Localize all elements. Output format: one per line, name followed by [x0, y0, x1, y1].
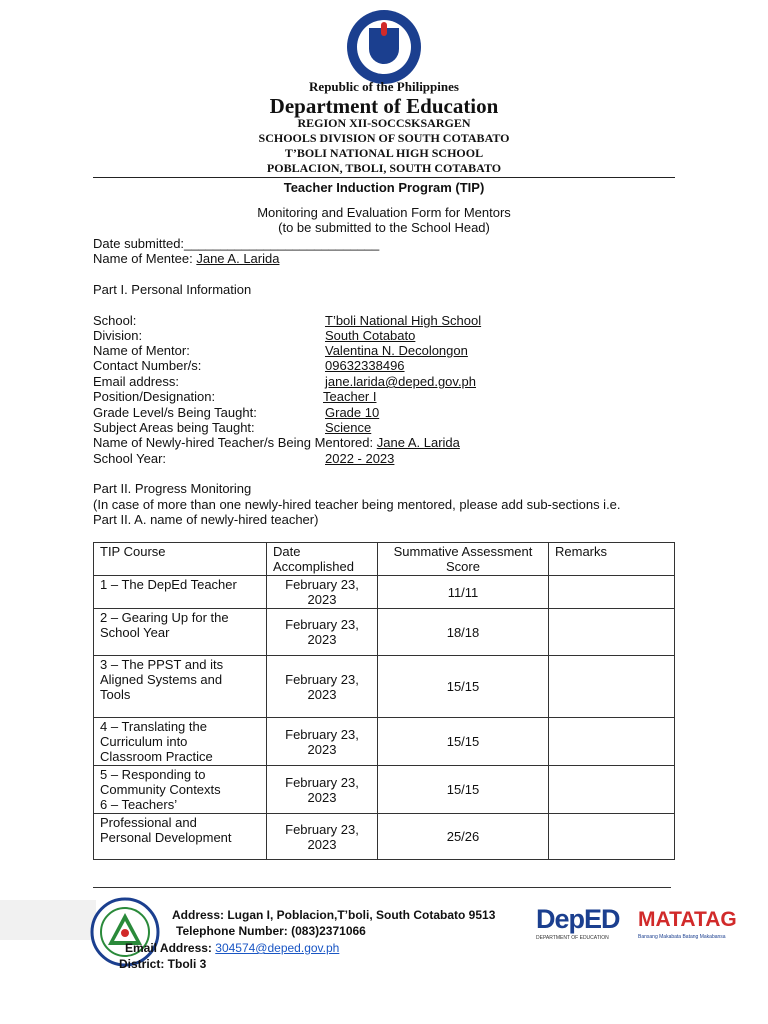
date-cell — [267, 766, 378, 814]
course-line: Aligned Systems and — [100, 672, 223, 687]
course-line: 4 – Translating the — [100, 719, 207, 734]
score-cell: 25/26 — [378, 814, 549, 860]
footer-email-row — [125, 941, 339, 955]
score-cell: 11/11 — [378, 576, 549, 609]
date-line: 2023 — [307, 741, 337, 757]
field-value: Teacher I — [323, 389, 377, 404]
header-course: TIP Course — [94, 543, 267, 576]
score-cell: 15/15 — [378, 656, 549, 718]
deped-wordmark-logo — [536, 904, 626, 941]
table-row — [94, 609, 675, 656]
footer-district: District: Tboli 3 — [119, 957, 207, 971]
footer-email-link[interactable]: 304574@deped.gov.ph — [215, 941, 340, 955]
table-row — [94, 656, 675, 718]
footer-telephone: Telephone Number: (083)2371066 — [176, 924, 366, 938]
header-date-line2: Accomplished — [273, 559, 354, 574]
course-line: Professional and — [100, 815, 197, 830]
date-cell — [267, 718, 378, 766]
date-line: 2023 — [307, 632, 337, 647]
field-label: Division: — [93, 328, 143, 343]
mentored-row — [93, 435, 460, 450]
part2-title: Part II. Progress Monitoring — [93, 481, 252, 496]
course-cell — [94, 814, 267, 860]
course-cell — [94, 576, 267, 609]
field-label: Name of Mentor: — [93, 343, 190, 358]
course-line: Curriculum into — [100, 734, 188, 749]
matatag-logo — [638, 908, 750, 940]
part2-note-line2: Part II. A. name of newly-hired teacher) — [93, 512, 319, 527]
field-label: Position/Designation: — [93, 389, 216, 404]
course-line: Tools — [100, 687, 131, 702]
table-header-row — [94, 543, 675, 576]
date-line: 2023 — [307, 686, 337, 702]
field-label: School: — [93, 313, 137, 328]
date-submitted-blank: ___________________________ — [184, 236, 380, 251]
part2-note-line1: (In case of more than one newly-hired teacher being mentored, please add sub-sections i.e. — [93, 497, 621, 512]
header-remarks: Remarks — [549, 543, 675, 576]
date-cell — [267, 609, 378, 656]
date-line: February 23, — [285, 821, 359, 837]
course-line: 2 – Gearing Up for the — [100, 610, 229, 625]
date-line: 2023 — [307, 836, 337, 852]
date-cell — [267, 576, 378, 609]
field-label: Email address: — [93, 374, 179, 389]
date-line: 2023 — [307, 592, 337, 607]
school-label: T’BOLI NATIONAL HIGH SCHOOL — [284, 146, 484, 160]
header-score — [378, 543, 549, 576]
field-value: Jane A. Larida — [376, 435, 460, 450]
location-label: POBLACION, TBOLI, SOUTH COTABATO — [266, 161, 502, 175]
score-cell: 15/15 — [378, 766, 549, 814]
footer-address: Address: Lugan I, Poblacion,T’boli, South Cotabato 9513 — [172, 908, 496, 922]
field-value: 2022 - 2023 — [325, 451, 395, 466]
course-line: 6 – Teachers’ — [100, 797, 178, 812]
course-line: 3 – The PPST and its — [100, 657, 224, 672]
deped-logo-subtext: DEPARTMENT OF EDUCATION — [536, 935, 609, 941]
deped-seal-logo — [347, 10, 421, 84]
course-line: Classroom Practice — [100, 749, 213, 764]
header-score-line1: Summative Assessment — [393, 544, 533, 559]
table-row — [94, 718, 675, 766]
mentee-value: Jane A. Larida — [196, 251, 280, 266]
form-title: Monitoring and Evaluation Form for Mentors — [257, 205, 511, 220]
date-cell — [267, 814, 378, 860]
matatag-logo-subtext: Bansang Makabata Batang Makabansa — [638, 934, 726, 940]
footer-email-label: Email Address: — [125, 941, 216, 955]
field-value: Valentina N. Decolongon — [325, 343, 468, 358]
course-cell — [94, 656, 267, 718]
department-title: Department of Education — [269, 94, 499, 118]
remarks-cell — [549, 656, 675, 718]
remarks-cell — [549, 718, 675, 766]
region-label: REGION XII-SOCCSKSARGEN — [297, 116, 471, 130]
field-label: Contact Number/s: — [93, 358, 202, 373]
date-line: 2023 — [307, 789, 337, 805]
field-value: Grade 10 — [325, 405, 380, 420]
republic-label: Republic of the Philippines — [309, 79, 459, 94]
table-row — [94, 814, 675, 860]
header-divider — [93, 177, 675, 178]
field-label: Name of Newly-hired Teacher/s Being Mentored: — [93, 435, 374, 450]
remarks-cell — [549, 609, 675, 656]
field-value: Science — [325, 420, 372, 435]
program-title: Teacher Induction Program (TIP) — [283, 180, 485, 195]
footer-shadow — [0, 900, 96, 940]
field-value: T’boli National High School — [325, 313, 482, 328]
date-line: February 23, — [285, 774, 359, 790]
table-row — [94, 766, 675, 814]
field-value: 09632338496 — [325, 358, 405, 373]
course-cell — [94, 718, 267, 766]
date-submitted-label: Date submitted: — [93, 236, 185, 251]
course-line: School Year — [100, 625, 170, 640]
date-line: February 23, — [285, 671, 359, 687]
deped-logo-text: DepED — [536, 904, 620, 934]
course-cell — [94, 766, 267, 814]
division-label: SCHOOLS DIVISION OF SOUTH COTABATO — [258, 131, 510, 145]
remarks-cell — [549, 814, 675, 860]
score-cell: 18/18 — [378, 609, 549, 656]
date-line: February 23, — [285, 617, 359, 632]
field-value: jane.larida@deped.gov.ph — [325, 374, 477, 389]
remarks-cell — [549, 576, 675, 609]
form-subtitle: (to be submitted to the School Head) — [278, 220, 490, 235]
header-date — [267, 543, 378, 576]
date-cell — [267, 656, 378, 718]
matatag-logo-text: MATATAG — [638, 908, 737, 931]
course-line: 1 – The DepEd Teacher — [100, 577, 237, 592]
date-line: February 23, — [285, 726, 359, 742]
header-score-line2: Score — [446, 559, 480, 574]
field-label: Grade Level/s Being Taught: — [93, 405, 257, 420]
date-line: February 23, — [285, 577, 359, 592]
field-label: Subject Areas being Taught: — [93, 420, 255, 435]
score-cell: 15/15 — [378, 718, 549, 766]
course-line: 5 – Responding to — [100, 767, 206, 782]
course-line: Personal Development — [100, 830, 232, 845]
date-submitted-row — [93, 236, 379, 251]
footer-divider — [93, 887, 671, 888]
course-cell — [94, 609, 267, 656]
header-date-line1: Date — [273, 544, 301, 559]
field-value: South Cotabato — [325, 328, 416, 343]
mentee-label: Name of Mentee: — [93, 251, 193, 266]
mentee-row — [93, 251, 279, 266]
field-label: School Year: — [93, 451, 167, 466]
remarks-cell — [549, 766, 675, 814]
part1-title: Part I. Personal Information — [93, 282, 252, 297]
tip-progress-table — [93, 542, 675, 860]
table-row — [94, 576, 675, 609]
course-line: Community Contexts — [100, 782, 221, 797]
